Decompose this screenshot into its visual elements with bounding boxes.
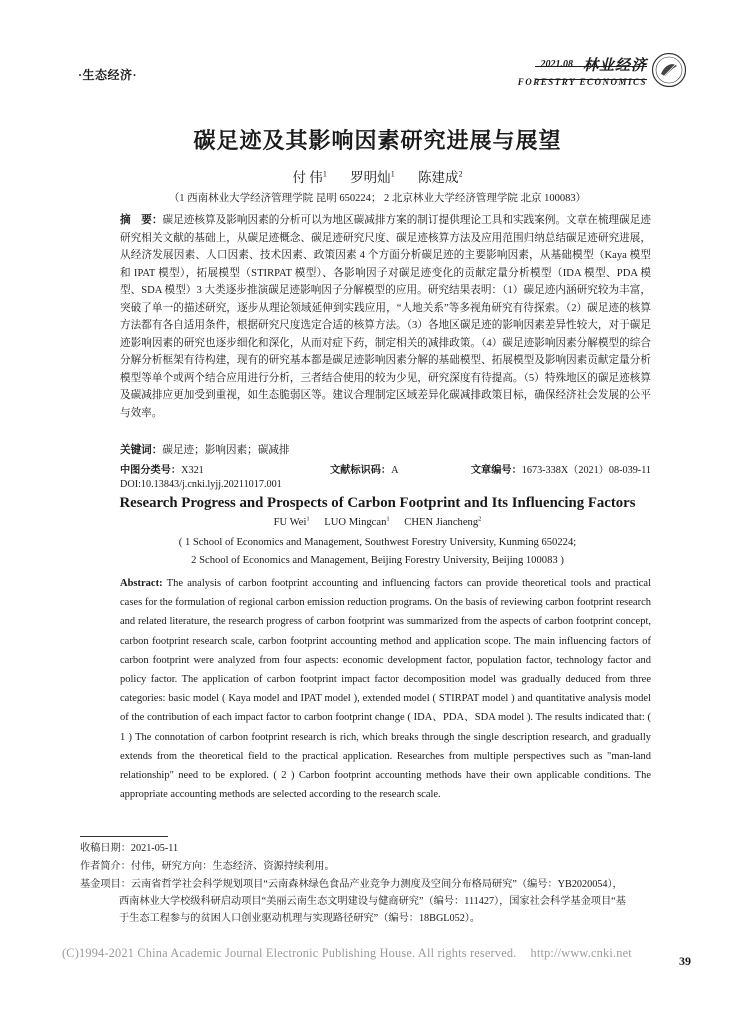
footnote-received: 收稿日期：2021-05-11 — [80, 843, 179, 854]
copyright-watermark: (C)1994-2021 China Academic Journal Electronic Publishing House. All rights reserved. http://www.cnki.net — [62, 946, 632, 960]
abstract-cn — [120, 212, 651, 422]
cnki-link[interactable]: http://www.cnki.net — [530, 946, 632, 960]
abstract-en-text: The analysis of carbon footprint accounting and influencing factors can provide theoretical tools and practical cases for the formulation of regional carbon emission reduction programs. On the basis of reviewing carbon footprint research and related literature, the research progress of carbon footprint was summarized from the aspects of carbon footprint concept, carbon footprint research scale, carbon footprint accounting method and application scope. The main influencing factors of carbon footprint were analyzed from four aspects: economic development factor, population factor, technology factor and policy factor. The application of carbon footprint impact factor decomposition model was gradually deduced from three categories: basic model ( Kaya model and IPAT model ), extended model ( STIRPAT model ) and quantitative analysis model of the contribution of each impact factor to carbon footprint change ( IDA、PDA、SDA model ). The results indicated that: ( 1 ) The connotation of carbon footprint research is rich, which breaks through the single description research, and gradually extends from the theoretical field to the practical application. Researches from multiple perspectives such as "man-land relationship" need to be explored. ( 2 ) Carbon footprint accounting methods have their own applicable conditions. The appropriate accounting methods are selected according to the research scale. — [120, 578, 651, 801]
author-cn: 罗明灿$^1$ — [350, 169, 395, 185]
doc-code: 文献标识码：A — [330, 465, 399, 476]
footnote-fund: 基金项目：云南省哲学社会科学规划项目“云南森林绿色食品产业竞争力测度及空间分布格局研究”（编号：YB2020054）， 西南林业大学校级科研启动项目“美丽云南生态文明建设与健商研究”（编号：111427），国家社会科学基金项目“基 于生态工程参与的贫困人口创业驱动机理与实现路径研究”（编号：18BGL052）。 — [80, 879, 626, 924]
abstract-cn-text: 碳足迹核算及影响因素的分析可以为地区碳减排方案的制订提供理论工具和实践案例。文章在梳理碳足迹研究相关文献的基础上，从碳足迹概念、碳足迹研究尺度、碳足迹核算方法及应用范围归纳总结碳足迹研究进展，从经济发展因素、人口因素、技术因素、政策因素 4 个方面分析碳足迹的主要影响因素，从基础模型（Kaya 模型和 IPAT 模型），拓展模型（STIRPAT 模型）、各影响因子对碳足迹变化的贡献定量分析模型（IDA 模型、PDA 模型、SDA 模型）3 大类逐步推演碳足迹影响因子分解模型的应用。研究结果表明：（1）碳足迹内涵研究较为丰富，突破了单一的描述研究，逐步从理论领域延伸到实践应用，“人地关系”等多视角研究有待探索。（2）碳足迹的核算方法都有各自适用条件，根据研究尺度选定合适的核算方法。（3）各地区碳足迹的影响因素差异性较大，对于碳足迹影响因素的研究也逐步细化和深化，从而对症下药，制定相关的减排政策。（4）碳足迹影响因素分解模型的综合分解分析框架有待构建，现有的研究基本都是碳足迹影响因素分解的基础模型、拓展模型及影响因素贡献定量分析模型等单个或两个结合应用进行分析，三者结合使用的较为少见，研究深度有待提高。（5）特殊地区的碳足迹核算及碳减排应更加受到重视，如生态脆弱区等。建议合理制定区域差异化碳减排政策目标，确保经济社会发展的公平与效率。 — [120, 215, 651, 419]
clc-code: 中图分类号：X321 — [120, 465, 204, 476]
journal-name-cn: 林业经济 — [582, 58, 647, 74]
article-number: 文章编号：1673-338X（2021）08-039-11 — [470, 465, 651, 476]
journal-header — [518, 54, 647, 87]
author-en: LUO Mingcan$^1$ — [324, 515, 390, 528]
author-en: FU Wei$^1$ — [273, 515, 310, 528]
authors-en — [0, 515, 755, 528]
doi: DOI:10.13843/j.cnki.lyjj.20211017.001 — [120, 479, 282, 490]
affiliation-en: ( 1 School of Economics and Management, Southwest Forestry University, Kunming 650224; 2 School of Economics and Management, Beijing Forestry University, Beijing 100083 ) — [178, 537, 577, 566]
paper-title-en: Research Progress and Prospects of Carbon Footprint and Its Influencing Factors — [119, 495, 636, 511]
author-cn: 陈建成$^2$ — [418, 169, 463, 185]
authors-cn — [0, 166, 755, 186]
footnote-author: 作者简介：付伟，研究方向：生态经济、资源持续利用。 — [80, 861, 335, 872]
page-number: 39 — [679, 954, 691, 968]
journal-logo-icon — [651, 52, 687, 88]
footnote-rule — [80, 836, 168, 837]
abstract-en-label: Abstract: — [120, 578, 163, 589]
section-label: ·生态经济· — [78, 68, 138, 82]
author-en: CHEN Jiancheng$^2$ — [404, 515, 482, 528]
author-cn: 付 伟$^1$ — [292, 169, 327, 185]
affiliation-cn: （1 西南林业大学经济管理学院 昆明 650224； 2 北京林业大学经济管理学院 北京 100083） — [168, 193, 587, 204]
paper-title-cn: 碳足迹及其影响因素研究进展与展望 — [193, 129, 562, 154]
keywords-cn: 关键词：碳足迹；影响因素；碳减排 — [120, 445, 290, 456]
abstract-cn-label: 摘 要： — [120, 215, 163, 226]
abstract-en — [120, 574, 651, 804]
journal-name-en: FORESTRY ECONOMICS — [517, 77, 647, 87]
issue-date: 2021.08 — [540, 59, 573, 70]
